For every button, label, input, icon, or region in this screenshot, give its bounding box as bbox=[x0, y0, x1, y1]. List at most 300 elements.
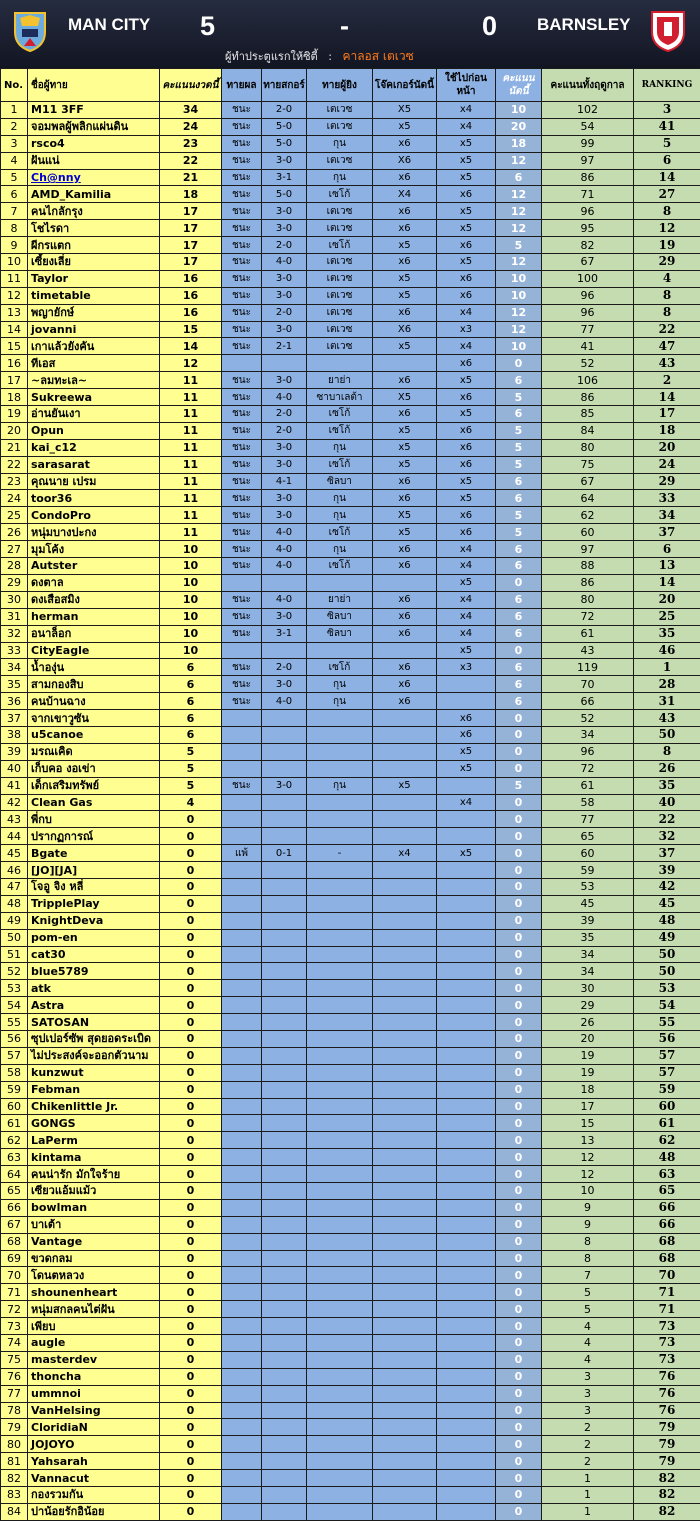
player-name: [JO][JA] bbox=[28, 862, 160, 879]
row-number: 26 bbox=[1, 524, 28, 541]
predicted-result bbox=[222, 1064, 262, 1081]
ranking: 35 bbox=[634, 625, 700, 642]
ranking: 41 bbox=[634, 118, 700, 135]
row-number: 4 bbox=[1, 152, 28, 169]
game-points: 5 bbox=[496, 389, 542, 406]
player-name: ummnoi bbox=[28, 1385, 160, 1402]
predicted-score: 3-0 bbox=[262, 777, 307, 794]
game-points: 0 bbox=[496, 1098, 542, 1115]
game-points: 6 bbox=[496, 406, 542, 423]
predicted-result bbox=[222, 1368, 262, 1385]
ranking: 14 bbox=[634, 574, 700, 591]
game-points: 6 bbox=[496, 169, 542, 186]
header-result: ทายผล bbox=[222, 69, 262, 102]
season-points: 12 bbox=[542, 1149, 634, 1166]
joker-used-before: x3 bbox=[437, 321, 496, 338]
predicted-result: ชนะ bbox=[222, 304, 262, 321]
predicted-result bbox=[222, 980, 262, 997]
joker-used-before: x5 bbox=[437, 169, 496, 186]
game-points: 5 bbox=[496, 237, 542, 254]
joker-used-before bbox=[437, 1402, 496, 1419]
season-points: 43 bbox=[542, 642, 634, 659]
table-row bbox=[1, 1216, 700, 1233]
predicted-result bbox=[222, 963, 262, 980]
table-row bbox=[1, 270, 700, 287]
season-points: 60 bbox=[542, 845, 634, 862]
round-points: 0 bbox=[160, 1419, 222, 1436]
ranking: 62 bbox=[634, 1132, 700, 1149]
ranking: 68 bbox=[634, 1250, 700, 1267]
player-name: คนบ้านฉาง bbox=[28, 693, 160, 710]
joker-used-before bbox=[437, 929, 496, 946]
game-points: 0 bbox=[496, 845, 542, 862]
predicted-scorer bbox=[307, 997, 373, 1014]
season-points: 61 bbox=[542, 777, 634, 794]
predicted-score: 3-1 bbox=[262, 169, 307, 186]
joker-multiplier bbox=[373, 1436, 437, 1453]
header-game-points: คะแนนนัดนี้ bbox=[496, 69, 542, 102]
round-points: 6 bbox=[160, 726, 222, 743]
ranking: 13 bbox=[634, 558, 700, 575]
round-points: 10 bbox=[160, 574, 222, 591]
first-scorer-label: ผู้ทำประตูแรกให้ซิตี้ bbox=[225, 50, 318, 63]
predicted-scorer: กุน bbox=[307, 676, 373, 693]
predicted-result: ชนะ bbox=[222, 372, 262, 389]
row-number: 81 bbox=[1, 1453, 28, 1470]
player-name: kintama bbox=[28, 1149, 160, 1166]
joker-multiplier bbox=[373, 862, 437, 879]
game-points: 0 bbox=[496, 743, 542, 760]
row-number: 53 bbox=[1, 980, 28, 997]
season-points: 119 bbox=[542, 659, 634, 676]
predicted-result: ชนะ bbox=[222, 287, 262, 304]
predicted-result: ชนะ bbox=[222, 591, 262, 608]
player-name: น้ำองุ่น bbox=[28, 659, 160, 676]
predicted-result bbox=[222, 1487, 262, 1504]
round-points: 0 bbox=[160, 1351, 222, 1368]
ranking: 28 bbox=[634, 676, 700, 693]
predicted-result: ชนะ bbox=[222, 777, 262, 794]
joker-used-before bbox=[437, 1318, 496, 1335]
header-score: ทายสกอร์ bbox=[262, 69, 307, 102]
round-points: 0 bbox=[160, 862, 222, 879]
joker-multiplier: x6 bbox=[373, 693, 437, 710]
game-points: 12 bbox=[496, 152, 542, 169]
player-name: kunzwut bbox=[28, 1064, 160, 1081]
round-points: 11 bbox=[160, 389, 222, 406]
predicted-result bbox=[222, 1014, 262, 1031]
ranking: 56 bbox=[634, 1030, 700, 1047]
game-points: 12 bbox=[496, 304, 542, 321]
predicted-result: ชนะ bbox=[222, 490, 262, 507]
predicted-result bbox=[222, 1166, 262, 1183]
game-points: 0 bbox=[496, 1149, 542, 1166]
table-row bbox=[1, 710, 700, 727]
predicted-score bbox=[262, 1216, 307, 1233]
round-points: 0 bbox=[160, 811, 222, 828]
game-points: 0 bbox=[496, 1250, 542, 1267]
player-name: Autster bbox=[28, 558, 160, 575]
round-points: 0 bbox=[160, 1081, 222, 1098]
joker-multiplier: X5 bbox=[373, 507, 437, 524]
joker-used-before bbox=[437, 811, 496, 828]
player-name: หนุ่มสกลคนไต่ฝัน bbox=[28, 1301, 160, 1318]
table-row bbox=[1, 287, 700, 304]
ranking: 8 bbox=[634, 203, 700, 220]
player-name: เด็กเสริมทรัพย์ bbox=[28, 777, 160, 794]
ranking: 82 bbox=[634, 1470, 700, 1487]
row-number: 44 bbox=[1, 828, 28, 845]
row-number: 8 bbox=[1, 220, 28, 237]
row-number: 77 bbox=[1, 1385, 28, 1402]
player-name: อ่านยันเงา bbox=[28, 406, 160, 423]
game-points: 0 bbox=[496, 1368, 542, 1385]
table-row bbox=[1, 929, 700, 946]
round-points: 0 bbox=[160, 1166, 222, 1183]
round-points: 16 bbox=[160, 304, 222, 321]
predicted-score bbox=[262, 1503, 307, 1520]
joker-multiplier: x5 bbox=[373, 439, 437, 456]
predicted-scorer: ซิลบา bbox=[307, 625, 373, 642]
joker-multiplier: x6 bbox=[373, 406, 437, 423]
predicted-score: 2-0 bbox=[262, 422, 307, 439]
predicted-result bbox=[222, 1267, 262, 1284]
joker-multiplier: X5 bbox=[373, 102, 437, 119]
player-name: Clean Gas bbox=[28, 794, 160, 811]
game-points: 6 bbox=[496, 676, 542, 693]
joker-used-before bbox=[437, 862, 496, 879]
predicted-result bbox=[222, 642, 262, 659]
row-number: 9 bbox=[1, 237, 28, 254]
joker-multiplier: x6 bbox=[373, 135, 437, 152]
ranking: 55 bbox=[634, 1014, 700, 1031]
predicted-result bbox=[222, 1149, 262, 1166]
row-number: 52 bbox=[1, 963, 28, 980]
row-number: 20 bbox=[1, 422, 28, 439]
season-points: 34 bbox=[542, 963, 634, 980]
row-number: 27 bbox=[1, 541, 28, 558]
ranking: 18 bbox=[634, 422, 700, 439]
joker-multiplier bbox=[373, 1402, 437, 1419]
season-points: 77 bbox=[542, 321, 634, 338]
predicted-scorer: เตเวซ bbox=[307, 203, 373, 220]
player-name: ดงเสือสมิง bbox=[28, 591, 160, 608]
player-name: สามกองสิบ bbox=[28, 676, 160, 693]
player-name[interactable]: Ch@nny bbox=[28, 169, 160, 186]
predicted-result bbox=[222, 1233, 262, 1250]
row-number: 40 bbox=[1, 760, 28, 777]
joker-multiplier bbox=[373, 878, 437, 895]
round-points: 0 bbox=[160, 963, 222, 980]
joker-multiplier bbox=[373, 1250, 437, 1267]
game-points: 6 bbox=[496, 372, 542, 389]
player-name: โจอู จิง หลี่ bbox=[28, 878, 160, 895]
table-row bbox=[1, 845, 700, 862]
predicted-score bbox=[262, 1199, 307, 1216]
header-points: คะแนนงวดนี้ bbox=[160, 69, 222, 102]
ranking: 73 bbox=[634, 1351, 700, 1368]
ranking: 50 bbox=[634, 946, 700, 963]
joker-multiplier: x5 bbox=[373, 338, 437, 355]
joker-multiplier bbox=[373, 828, 437, 845]
game-points: 0 bbox=[496, 878, 542, 895]
predicted-score bbox=[262, 946, 307, 963]
player-name: masterdev bbox=[28, 1351, 160, 1368]
away-score: 0 bbox=[482, 11, 498, 41]
joker-used-before: x6 bbox=[437, 507, 496, 524]
ranking: 76 bbox=[634, 1368, 700, 1385]
game-points: 6 bbox=[496, 659, 542, 676]
predicted-result bbox=[222, 1250, 262, 1267]
ranking: 76 bbox=[634, 1385, 700, 1402]
season-points: 45 bbox=[542, 895, 634, 912]
predicted-score bbox=[262, 1436, 307, 1453]
predicted-scorer: กุน bbox=[307, 169, 373, 186]
joker-multiplier bbox=[373, 912, 437, 929]
ranking: 8 bbox=[634, 743, 700, 760]
season-points: 75 bbox=[542, 456, 634, 473]
player-name: bowlman bbox=[28, 1199, 160, 1216]
predicted-scorer bbox=[307, 1402, 373, 1419]
predicted-scorer: ซิลบา bbox=[307, 608, 373, 625]
joker-multiplier: X6 bbox=[373, 152, 437, 169]
predicted-score: 3-0 bbox=[262, 203, 307, 220]
predicted-scorer bbox=[307, 929, 373, 946]
joker-multiplier: x6 bbox=[373, 659, 437, 676]
table-row bbox=[1, 1064, 700, 1081]
joker-used-before bbox=[437, 1436, 496, 1453]
predicted-result bbox=[222, 355, 262, 372]
joker-used-before bbox=[437, 1368, 496, 1385]
row-number: 45 bbox=[1, 845, 28, 862]
predicted-result bbox=[222, 862, 262, 879]
table-row bbox=[1, 1419, 700, 1436]
table-row bbox=[1, 1132, 700, 1149]
predicted-score: 4-0 bbox=[262, 389, 307, 406]
predicted-score bbox=[262, 1149, 307, 1166]
predicted-scorer: กุน bbox=[307, 777, 373, 794]
game-points: 0 bbox=[496, 1233, 542, 1250]
predicted-score: 2-0 bbox=[262, 659, 307, 676]
game-points: 0 bbox=[496, 1064, 542, 1081]
predicted-scorer: กุน bbox=[307, 135, 373, 152]
predicted-score bbox=[262, 1064, 307, 1081]
game-points: 0 bbox=[496, 710, 542, 727]
round-points: 0 bbox=[160, 1436, 222, 1453]
table-row bbox=[1, 1368, 700, 1385]
season-points: 19 bbox=[542, 1064, 634, 1081]
joker-multiplier: x5 bbox=[373, 777, 437, 794]
joker-multiplier: x5 bbox=[373, 270, 437, 287]
table-row bbox=[1, 1487, 700, 1504]
joker-multiplier: x5 bbox=[373, 118, 437, 135]
round-points: 0 bbox=[160, 912, 222, 929]
game-points: 0 bbox=[496, 1216, 542, 1233]
round-points: 5 bbox=[160, 777, 222, 794]
round-points: 0 bbox=[160, 1250, 222, 1267]
predicted-scorer bbox=[307, 811, 373, 828]
season-points: 96 bbox=[542, 287, 634, 304]
header-ranking: RANKING bbox=[634, 69, 700, 102]
round-points: 4 bbox=[160, 794, 222, 811]
ranking: 43 bbox=[634, 355, 700, 372]
player-name: SATOSAN bbox=[28, 1014, 160, 1031]
predicted-score: 3-1 bbox=[262, 625, 307, 642]
row-number: 39 bbox=[1, 743, 28, 760]
joker-used-before: x6 bbox=[437, 710, 496, 727]
row-number: 38 bbox=[1, 726, 28, 743]
season-points: 72 bbox=[542, 608, 634, 625]
ranking: 17 bbox=[634, 406, 700, 423]
table-row bbox=[1, 743, 700, 760]
joker-used-before bbox=[437, 676, 496, 693]
predicted-scorer bbox=[307, 743, 373, 760]
joker-used-before: x4 bbox=[437, 338, 496, 355]
row-number: 73 bbox=[1, 1318, 28, 1335]
game-points: 0 bbox=[496, 997, 542, 1014]
round-points: 14 bbox=[160, 338, 222, 355]
table-row bbox=[1, 1030, 700, 1047]
predicted-result: ชนะ bbox=[222, 321, 262, 338]
season-points: 3 bbox=[542, 1385, 634, 1402]
predicted-result: ชนะ bbox=[222, 389, 262, 406]
joker-multiplier: x5 bbox=[373, 422, 437, 439]
round-points: 11 bbox=[160, 439, 222, 456]
predicted-score bbox=[262, 1183, 307, 1200]
row-number: 78 bbox=[1, 1402, 28, 1419]
season-points: 100 bbox=[542, 270, 634, 287]
season-points: 3 bbox=[542, 1402, 634, 1419]
player-name: augle bbox=[28, 1335, 160, 1352]
score-separator: - bbox=[340, 11, 349, 41]
table-row bbox=[1, 102, 700, 119]
predicted-score bbox=[262, 1267, 307, 1284]
game-points: 5 bbox=[496, 422, 542, 439]
predicted-score bbox=[262, 862, 307, 879]
player-name: Vannacut bbox=[28, 1470, 160, 1487]
ranking: 26 bbox=[634, 760, 700, 777]
game-points: 5 bbox=[496, 777, 542, 794]
game-points: 0 bbox=[496, 1183, 542, 1200]
round-points: 0 bbox=[160, 1132, 222, 1149]
round-points: 24 bbox=[160, 118, 222, 135]
round-points: 0 bbox=[160, 1453, 222, 1470]
ranking: 1 bbox=[634, 659, 700, 676]
game-points: 0 bbox=[496, 726, 542, 743]
round-points: 21 bbox=[160, 169, 222, 186]
season-points: 5 bbox=[542, 1301, 634, 1318]
player-name: kai_c12 bbox=[28, 439, 160, 456]
table-body bbox=[1, 102, 700, 1521]
season-points: 34 bbox=[542, 946, 634, 963]
predicted-score bbox=[262, 574, 307, 591]
predicted-score: 3-0 bbox=[262, 270, 307, 287]
round-points: 0 bbox=[160, 1368, 222, 1385]
season-points: 13 bbox=[542, 1132, 634, 1149]
predicted-scorer bbox=[307, 912, 373, 929]
joker-used-before bbox=[437, 963, 496, 980]
season-points: 19 bbox=[542, 1047, 634, 1064]
row-number: 37 bbox=[1, 710, 28, 727]
season-points: 41 bbox=[542, 338, 634, 355]
game-points: 0 bbox=[496, 1014, 542, 1031]
joker-multiplier bbox=[373, 1335, 437, 1352]
ranking: 59 bbox=[634, 1081, 700, 1098]
player-name: เก็บคอ งอเข่า bbox=[28, 760, 160, 777]
season-points: 70 bbox=[542, 676, 634, 693]
table-row bbox=[1, 811, 700, 828]
round-points: 0 bbox=[160, 1470, 222, 1487]
predicted-score bbox=[262, 1284, 307, 1301]
season-points: 9 bbox=[542, 1199, 634, 1216]
predicted-score bbox=[262, 1030, 307, 1047]
player-name: Febman bbox=[28, 1081, 160, 1098]
predicted-scorer: กุน bbox=[307, 439, 373, 456]
season-points: 54 bbox=[542, 118, 634, 135]
row-number: 3 bbox=[1, 135, 28, 152]
header-name: ชื่อผู้ทาย bbox=[28, 69, 160, 102]
joker-used-before bbox=[437, 1030, 496, 1047]
predicted-scorer bbox=[307, 946, 373, 963]
ranking: 3 bbox=[634, 102, 700, 119]
table-row bbox=[1, 135, 700, 152]
joker-multiplier bbox=[373, 794, 437, 811]
table-header bbox=[1, 69, 700, 102]
game-points: 0 bbox=[496, 1166, 542, 1183]
game-points: 0 bbox=[496, 912, 542, 929]
predicted-result bbox=[222, 811, 262, 828]
predicted-score: 4-0 bbox=[262, 558, 307, 575]
predicted-result bbox=[222, 878, 262, 895]
table-row bbox=[1, 1149, 700, 1166]
player-name: หนุ่มบางปะกง bbox=[28, 524, 160, 541]
joker-used-before: x6 bbox=[437, 355, 496, 372]
joker-used-before bbox=[437, 1199, 496, 1216]
predicted-scorer: เซโก้ bbox=[307, 186, 373, 203]
season-points: 4 bbox=[542, 1351, 634, 1368]
game-points: 0 bbox=[496, 1199, 542, 1216]
joker-used-before bbox=[437, 1267, 496, 1284]
round-points: 34 bbox=[160, 102, 222, 119]
game-points: 0 bbox=[496, 946, 542, 963]
joker-multiplier bbox=[373, 1115, 437, 1132]
joker-used-before: x4 bbox=[437, 794, 496, 811]
predicted-scorer: กุน bbox=[307, 541, 373, 558]
predicted-scorer: เตเวซ bbox=[307, 254, 373, 271]
predicted-score bbox=[262, 980, 307, 997]
row-number: 15 bbox=[1, 338, 28, 355]
predicted-result bbox=[222, 1470, 262, 1487]
table-row bbox=[1, 1014, 700, 1031]
predicted-result bbox=[222, 1115, 262, 1132]
table-row bbox=[1, 237, 700, 254]
ranking: 8 bbox=[634, 304, 700, 321]
player-name: shounenheart bbox=[28, 1284, 160, 1301]
player-name: เพียบ bbox=[28, 1318, 160, 1335]
game-points: 10 bbox=[496, 338, 542, 355]
joker-multiplier bbox=[373, 1385, 437, 1402]
ranking: 20 bbox=[634, 591, 700, 608]
round-points: 0 bbox=[160, 1047, 222, 1064]
row-number: 68 bbox=[1, 1233, 28, 1250]
row-number: 71 bbox=[1, 1284, 28, 1301]
table-row bbox=[1, 625, 700, 642]
joker-used-before bbox=[437, 1487, 496, 1504]
round-points: 0 bbox=[160, 1385, 222, 1402]
table-row bbox=[1, 862, 700, 879]
table-row bbox=[1, 1284, 700, 1301]
predicted-result bbox=[222, 710, 262, 727]
